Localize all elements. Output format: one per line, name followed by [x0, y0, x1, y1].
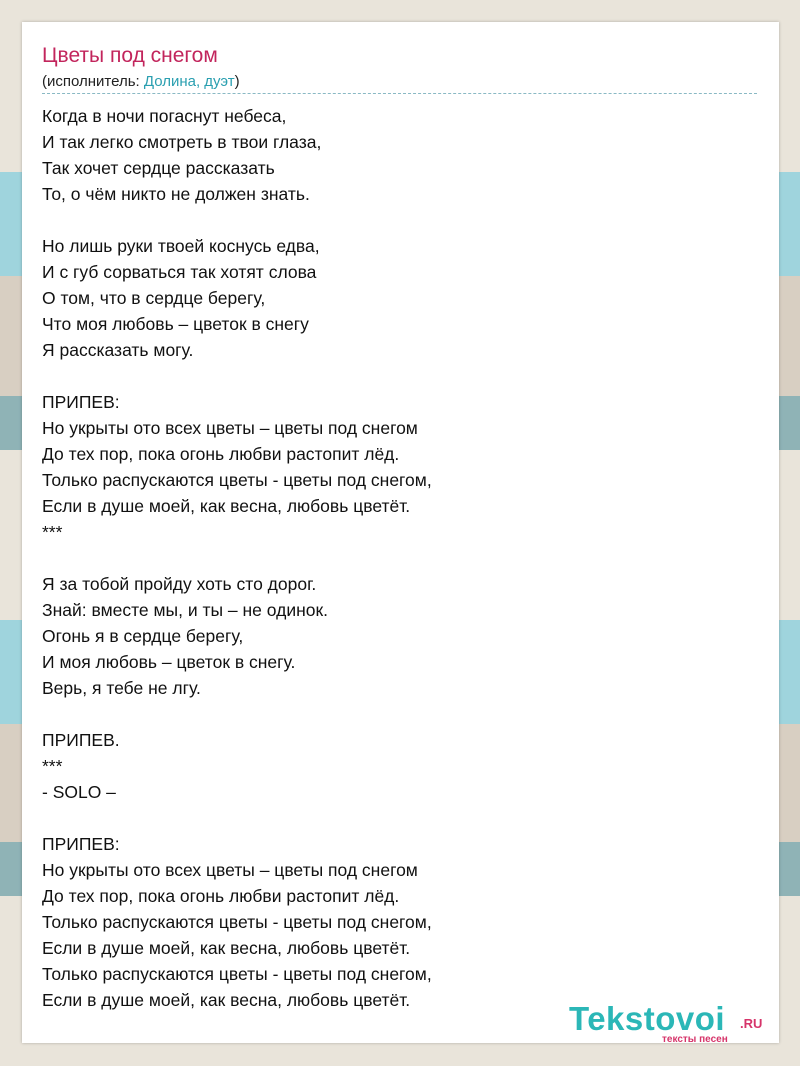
- lyric-line: Что моя любовь – цветок в снегу: [42, 314, 309, 334]
- lyric-line: Только распускаются цветы - цветы под снегом,: [42, 912, 432, 932]
- lyric-line: ***: [42, 522, 63, 542]
- lyric-line: Если в душе моей, как весна, любовь цветёт.: [42, 496, 411, 516]
- lyric-line: Огонь я в сердце берегу,: [42, 626, 244, 646]
- lyric-line: И с губ сорваться так хотят слова: [42, 262, 317, 282]
- lyric-line: ПРИПЕВ:: [42, 834, 120, 854]
- lyric-line: До тех пор, пока огонь любви растопит лёд.: [42, 444, 400, 464]
- lyric-line: ПРИПЕВ.: [42, 730, 120, 750]
- lyric-line: Я за тобой пройду хоть сто дорог.: [42, 574, 317, 594]
- lyric-line: - SOLO –: [42, 782, 116, 802]
- lyric-line: Когда в ночи погаснут небеса,: [42, 106, 287, 126]
- lyric-blank-line: [42, 363, 742, 389]
- lyrics-card: [22, 22, 779, 1043]
- song-title: Цветы под снегом: [42, 44, 218, 67]
- logo-wordmark: Tekstovoi: [569, 1000, 726, 1037]
- lyric-line: До тех пор, пока огонь любви растопит лёд.: [42, 886, 400, 906]
- lyric-line: Так хочет сердце рассказать: [42, 158, 275, 178]
- lyric-line: И моя любовь – цветок в снегу.: [42, 652, 296, 672]
- artist-line: [42, 73, 240, 90]
- lyric-line: О том, что в сердце берегу,: [42, 288, 266, 308]
- logo-tagline: тексты песен: [662, 1034, 728, 1045]
- lyric-blank-line: [42, 545, 742, 571]
- lyric-line: Только распускаются цветы - цветы под снегом,: [42, 470, 432, 490]
- artist-label-end: ): [234, 73, 240, 90]
- lyrics-text: [42, 103, 742, 1013]
- lyric-line: Если в душе моей, как весна, любовь цветёт.: [42, 938, 411, 958]
- lyric-blank-line: [42, 207, 742, 233]
- lyric-line: Я рассказать могу.: [42, 340, 194, 360]
- title-divider: [42, 93, 757, 94]
- lyric-line: И так легко смотреть в твои глаза,: [42, 132, 322, 152]
- lyric-line: ***: [42, 756, 63, 776]
- lyric-blank-line: [42, 805, 742, 831]
- lyric-line: Только распускаются цветы - цветы под снегом,: [42, 964, 432, 984]
- lyric-line: Но укрыты ото всех цветы – цветы под снегом: [42, 860, 418, 880]
- site-logo[interactable]: [569, 1000, 779, 1050]
- lyric-line: Но укрыты ото всех цветы – цветы под снегом: [42, 418, 418, 438]
- lyric-line: Знай: вместе мы, и ты – не одинок.: [42, 600, 329, 620]
- artist-link[interactable]: Долина, дуэт: [143, 73, 235, 90]
- logo-tld: .RU: [740, 1016, 763, 1031]
- lyric-line: Верь, я тебе не лгу.: [42, 678, 201, 698]
- lyric-blank-line: [42, 701, 742, 727]
- lyric-line: То, о чём никто не должен знать.: [42, 184, 310, 204]
- lyric-line: Если в душе моей, как весна, любовь цветёт.: [42, 990, 411, 1010]
- lyric-line: Но лишь руки твоей коснусь едва,: [42, 236, 320, 256]
- artist-label: (исполнитель:: [42, 73, 144, 90]
- lyric-line: ПРИПЕВ:: [42, 392, 120, 412]
